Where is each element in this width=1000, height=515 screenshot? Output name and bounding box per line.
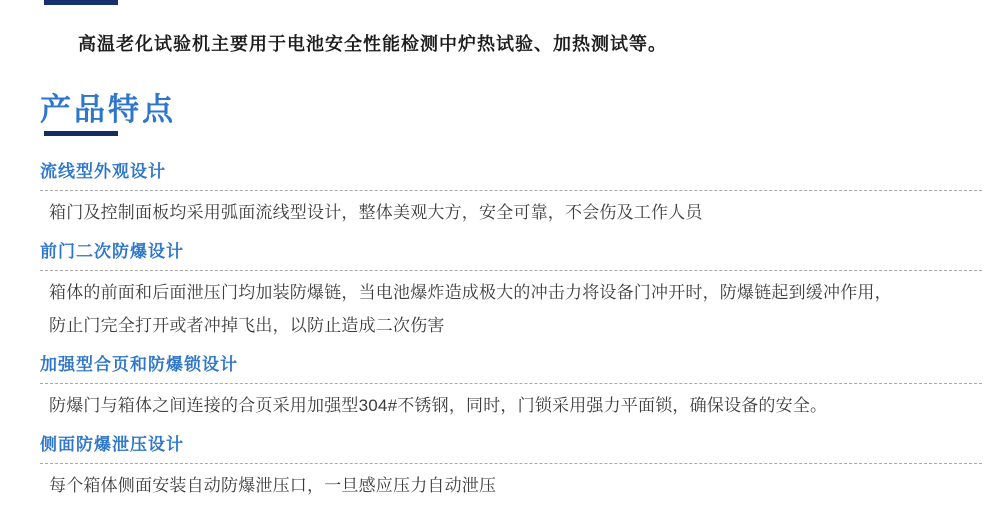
- feature-heading: 侧面防爆泄压设计: [40, 434, 982, 464]
- feature-text-line: 防爆门与箱体之间连接的合页采用加强型304#不锈钢，同时，门锁采用强力平面锁，确保设备的安全。: [49, 396, 828, 415]
- feature-section-hinge-lock: [40, 354, 982, 422]
- feature-section-front-door: [40, 241, 982, 342]
- feature-section-streamline: [40, 161, 982, 229]
- feature-body: [40, 276, 982, 342]
- feature-text-line: 防止门完全打开或者冲掉飞出，以防止造成二次伤害: [49, 316, 445, 335]
- feature-heading: 前门二次防爆设计: [40, 241, 982, 271]
- page-title: 产品特点: [40, 92, 176, 127]
- title-underline-bar: [44, 131, 118, 136]
- feature-text-line: 箱门及控制面板均采用弧面流线型设计，整体美观大方，安全可靠，不会伤及工作人员: [49, 203, 703, 222]
- feature-body: [40, 469, 982, 502]
- feature-section-side-relief: [40, 434, 982, 502]
- intro-text: 高温老化试验机主要用于电池安全性能检测中炉热试验、加热测试等。: [78, 34, 667, 54]
- feature-heading: 加强型合页和防爆锁设计: [40, 354, 982, 384]
- feature-heading: 流线型外观设计: [40, 161, 982, 191]
- feature-text-line: 每个箱体侧面安装自动防爆泄压口，一旦感应压力自动泄压: [49, 476, 497, 495]
- feature-text-line: 箱体的前面和后面泄压门均加装防爆链，当电池爆炸造成极大的冲击力将设备门冲开时，防爆链起到缓冲作用，: [49, 283, 892, 302]
- feature-body: [40, 196, 982, 229]
- feature-body: [40, 389, 982, 422]
- feature-sections: [40, 161, 982, 502]
- top-accent-bar: [44, 0, 118, 5]
